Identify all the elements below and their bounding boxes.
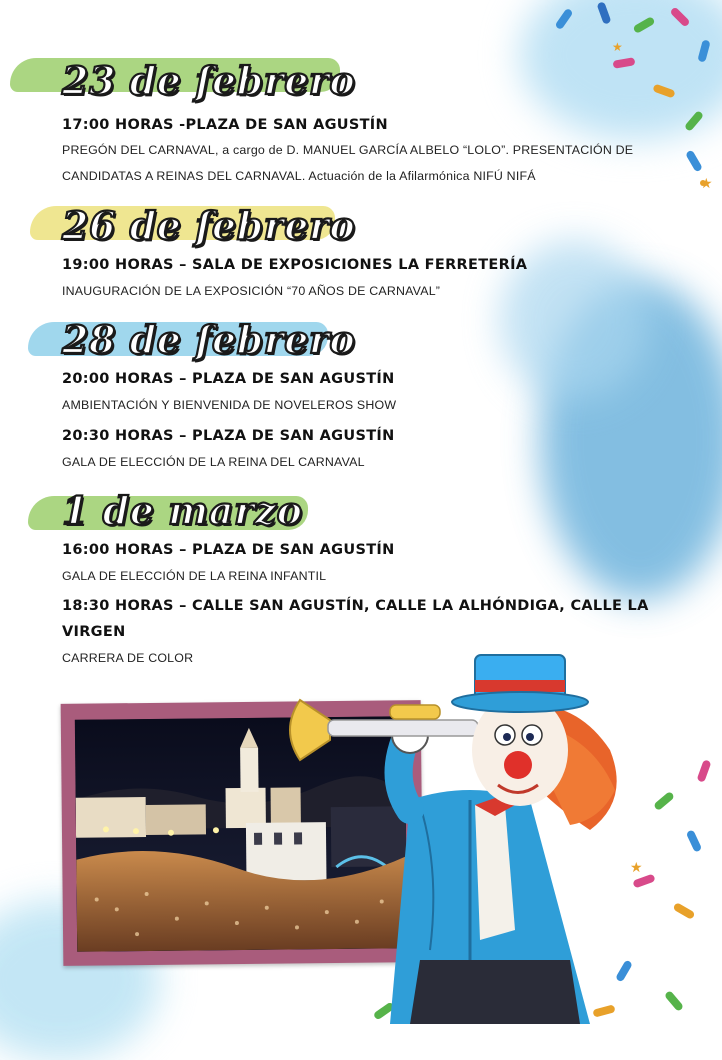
event-heading: 19:00 HORAS – SALA DE EXPOSICIONES LA FERRETERÍA bbox=[62, 257, 528, 273]
star-decoration: ★ bbox=[700, 176, 713, 192]
star-decoration: ★ bbox=[612, 40, 623, 54]
event-description-line: CARRERA DE COLOR bbox=[62, 651, 194, 665]
star-decoration: ★ bbox=[630, 860, 643, 876]
date-heading-23-febrero: 23 de febrero bbox=[62, 58, 356, 103]
event-description-line: GALA DE ELECCIÓN DE LA REINA DEL CARNAVAL bbox=[62, 455, 365, 469]
event-description-line: INAUGURACIÓN DE LA EXPOSICIÓN “70 AÑOS DE CARNAVAL” bbox=[62, 284, 441, 298]
event-description-line: CANDIDATAS A REINAS DEL CARNAVAL. Actuación de la Afilarmónica NIFÚ NIFÁ bbox=[62, 169, 536, 183]
event-description-line: GALA DE ELECCIÓN DE LA REINA INFANTIL bbox=[62, 569, 327, 583]
event-description-line: PREGÓN DEL CARNAVAL, a cargo de D. MANUEL GARCÍA ALBELO “LOLO”. PRESENTACIÓN DE bbox=[62, 143, 634, 157]
date-heading-1-marzo: 1 de marzo bbox=[62, 488, 303, 533]
clown-with-trumpet bbox=[270, 630, 650, 1024]
date-heading-28-febrero: 28 de febrero bbox=[62, 317, 356, 362]
event-heading-continued: VIRGEN bbox=[62, 624, 126, 640]
event-description-line: AMBIENTACIÓN Y BIENVENIDA DE NOVELEROS SHOW bbox=[62, 398, 397, 412]
event-heading: 17:00 HORAS -PLAZA DE SAN AGUSTÍN bbox=[62, 117, 388, 133]
date-heading-26-febrero: 26 de febrero bbox=[62, 203, 356, 248]
event-heading: 20:00 HORAS – PLAZA DE SAN AGUSTÍN bbox=[62, 371, 395, 387]
event-heading: 20:30 HORAS – PLAZA DE SAN AGUSTÍN bbox=[62, 428, 395, 444]
event-heading: 16:00 HORAS – PLAZA DE SAN AGUSTÍN bbox=[62, 542, 395, 558]
event-heading: 18:30 HORAS – CALLE SAN AGUSTÍN, CALLE LA ALHÓNDIGA, CALLE LA bbox=[62, 598, 649, 614]
